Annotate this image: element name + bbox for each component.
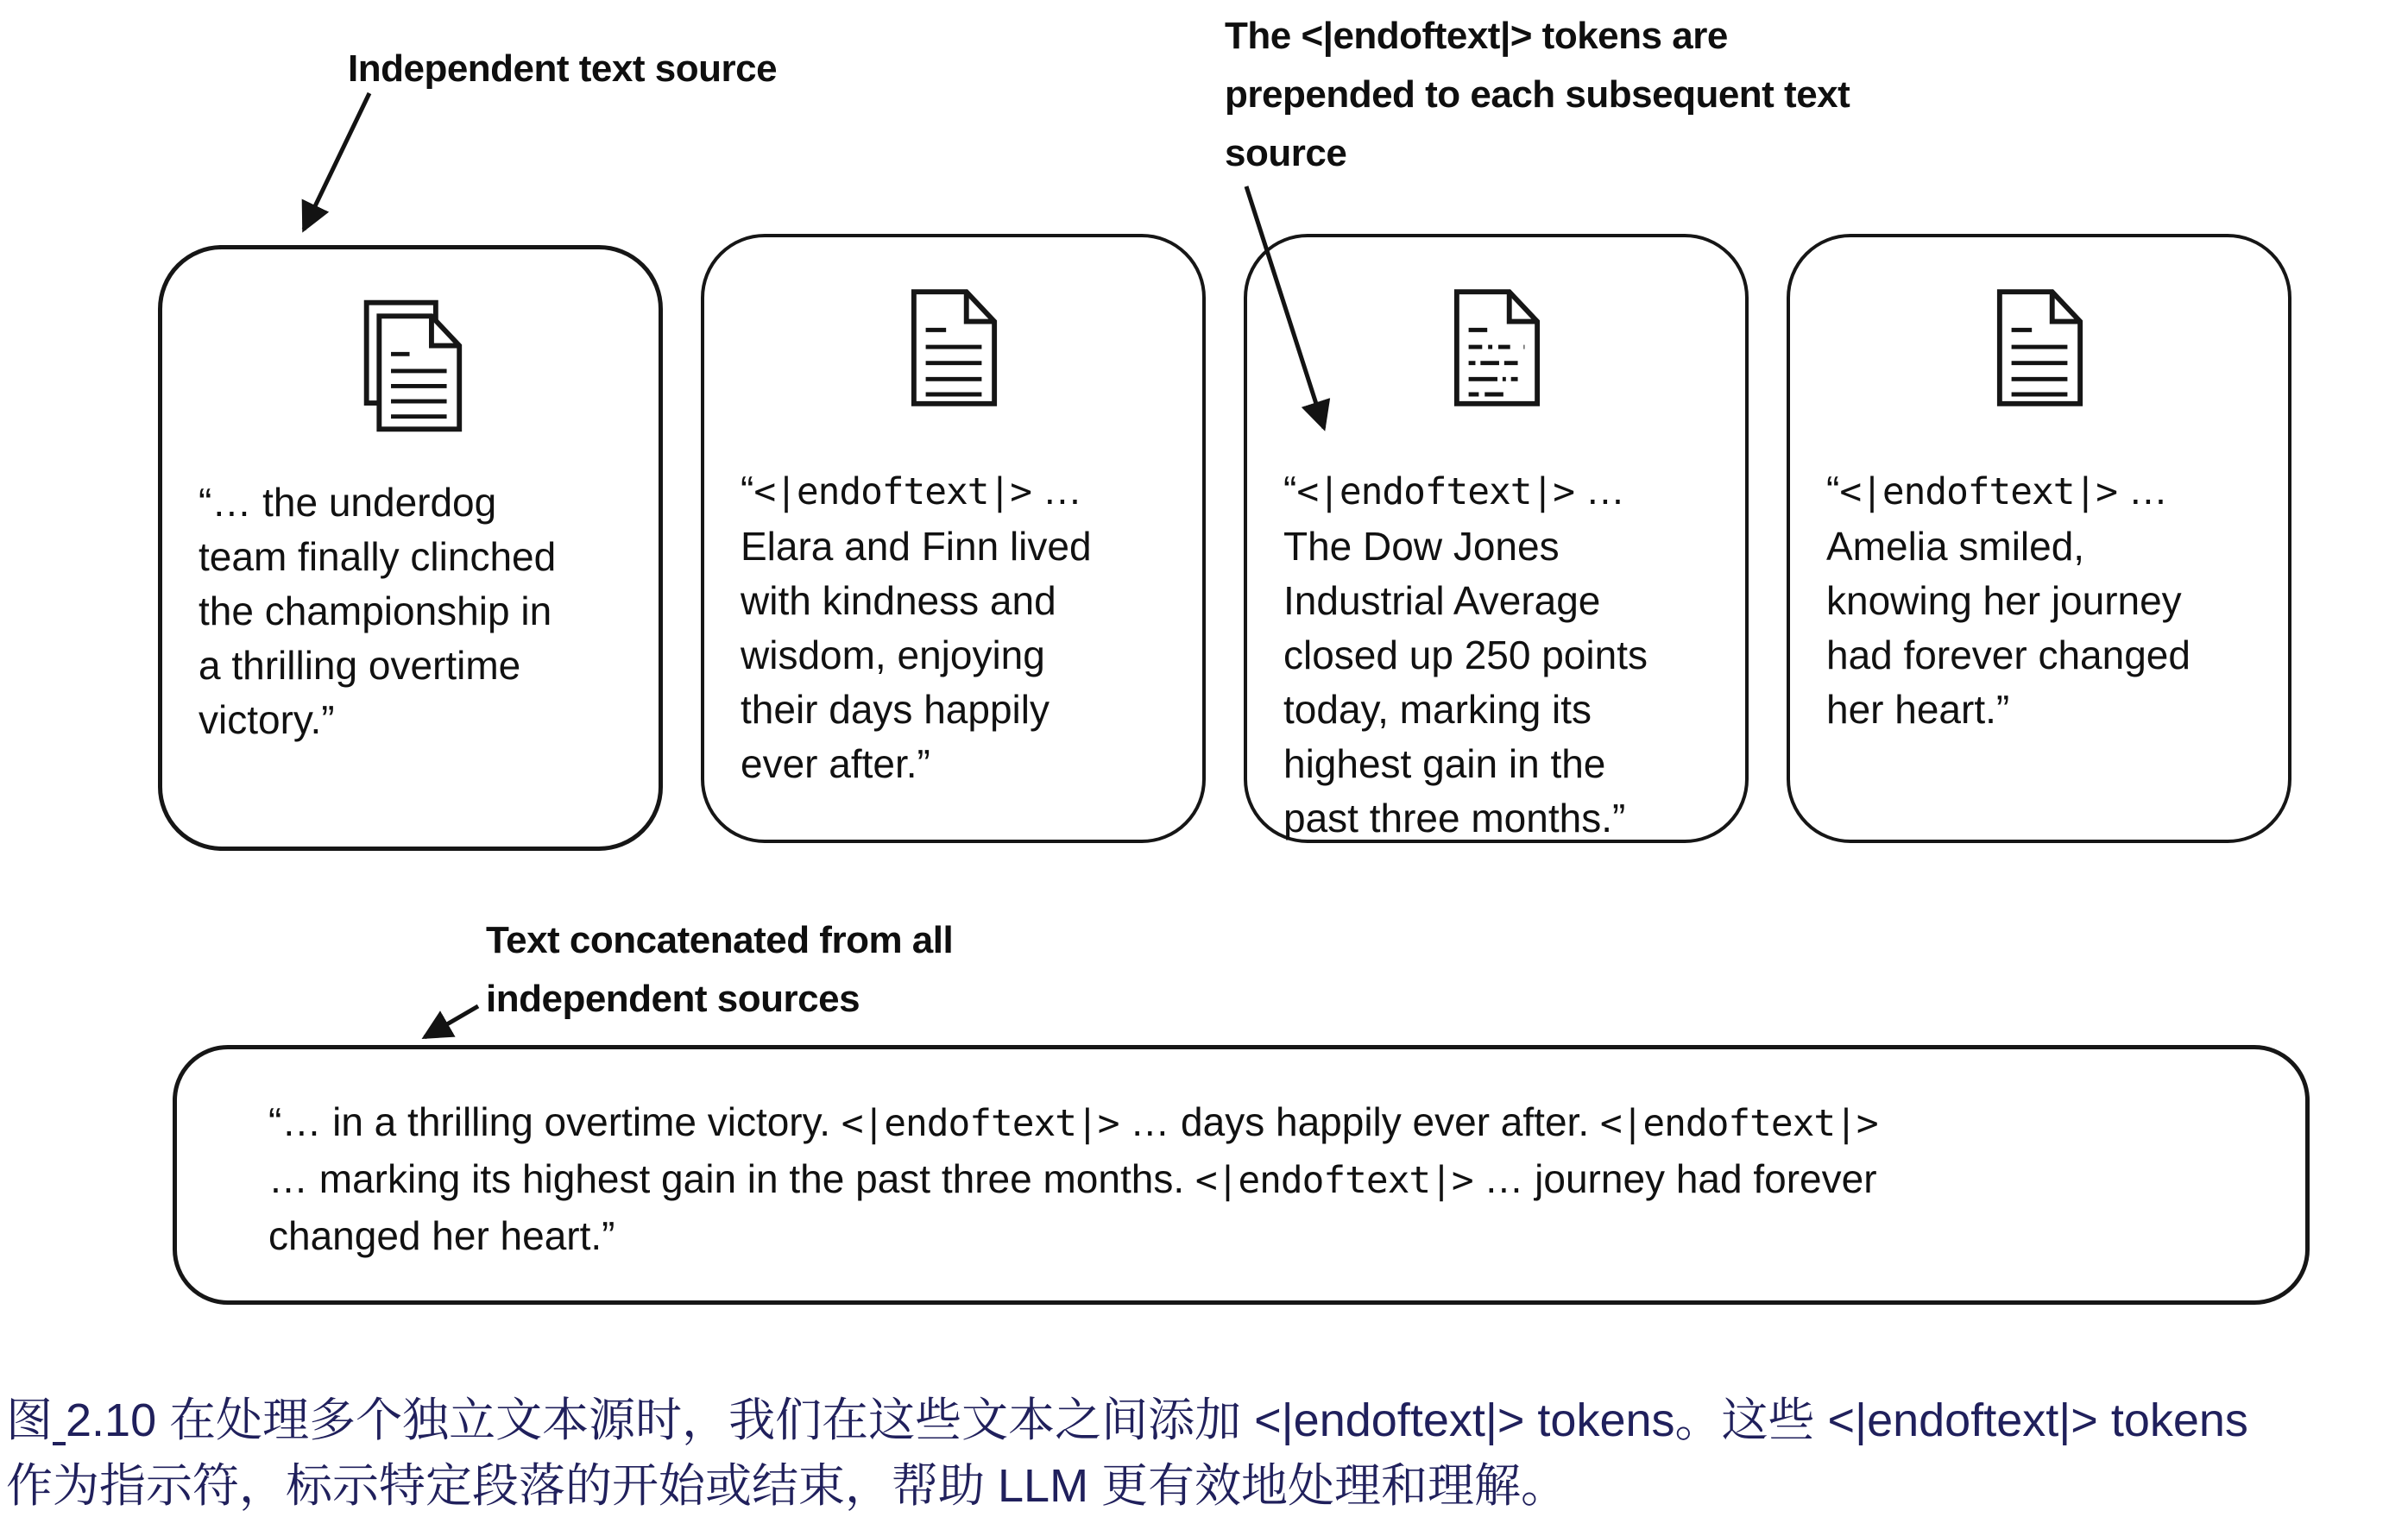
text-segment: 作为指示符，标示特定段落的开始或结束，帮助 LLM 更有效地处理和理解。 bbox=[6, 1460, 1568, 1512]
text-segment: their days happily bbox=[741, 687, 1050, 732]
text-segment: … journey had forever bbox=[1472, 1156, 1877, 1201]
text-segment: “ bbox=[741, 468, 754, 513]
endoftext-token: <|endoftext|> bbox=[1195, 1159, 1473, 1202]
text-segment: The Dow Jones bbox=[1283, 524, 1560, 569]
text-segment: a thrilling overtime bbox=[199, 643, 521, 688]
figure-caption bbox=[6, 1388, 2248, 1519]
arrow-endoftext-note-icon bbox=[1246, 186, 1324, 428]
text-segment: … bbox=[1031, 468, 1082, 513]
endoftext-token: <|endoftext|> bbox=[1599, 1102, 1878, 1145]
text-segment: “ bbox=[1826, 468, 1840, 513]
text-segment bbox=[53, 1394, 66, 1446]
arrow-concatenated-note-icon bbox=[425, 1006, 478, 1037]
text-segment: with kindness and bbox=[741, 578, 1056, 623]
text-segment: knowing her journey bbox=[1826, 578, 2182, 623]
text-segment: Amelia smiled, bbox=[1826, 524, 2085, 569]
text-segment: … marking its highest gain in the past three months. bbox=[268, 1156, 1195, 1201]
text-segment: the championship in bbox=[199, 589, 552, 633]
text-line: Text concatenated from all bbox=[486, 919, 954, 961]
text-line: The <|endoftext|> tokens are bbox=[1225, 15, 1728, 57]
text-segment: Elara and Finn lived bbox=[741, 524, 1092, 569]
text-segment: victory.” bbox=[199, 697, 335, 742]
text-segment: had forever changed bbox=[1826, 633, 2191, 677]
text-segment: … days happily ever after. bbox=[1119, 1099, 1600, 1144]
text-segment: her heart.” bbox=[1826, 687, 2010, 732]
text-segment: “ bbox=[1283, 468, 1297, 513]
arrow-independent-source-icon bbox=[304, 93, 369, 230]
text-line: source bbox=[1225, 132, 1347, 174]
text-segment: wisdom, enjoying bbox=[741, 633, 1045, 677]
text-segment: closed up 250 points bbox=[1283, 633, 1648, 677]
text-segment: “… the underdog bbox=[199, 480, 497, 525]
text-segment: … bbox=[2117, 468, 2168, 513]
text-segment: changed her heart.” bbox=[268, 1213, 615, 1258]
text-segment: … bbox=[1574, 468, 1625, 513]
endoftext-token: <|endoftext|> bbox=[1839, 470, 2118, 513]
text-segment: today, marking its bbox=[1283, 687, 1592, 732]
text-segment: Industrial Average bbox=[1283, 578, 1601, 623]
text-line bbox=[6, 1388, 2248, 1453]
text-segment: highest gain in the bbox=[1283, 741, 1606, 786]
text-segment: 2.10 在处理多个独立文本源时，我们在这些文本之间添加 <|endoftext|> tokens。这些 <|endoftext|> tokens bbox=[66, 1394, 2248, 1446]
text-segment: past three months.” bbox=[1283, 796, 1626, 840]
text-segment: ever after.” bbox=[741, 741, 930, 786]
endoftext-token: <|endoftext|> bbox=[1296, 470, 1575, 513]
text-line: prepended to each subsequent text bbox=[1225, 73, 1850, 116]
endoftext-token: <|endoftext|> bbox=[753, 470, 1032, 513]
annotation-independent-source: Independent text source bbox=[348, 47, 778, 90]
text-line bbox=[6, 1453, 2248, 1519]
text-segment: “… in a thrilling overtime victory. bbox=[268, 1099, 842, 1144]
endoftext-token: <|endoftext|> bbox=[841, 1102, 1119, 1145]
text-segment: 图 bbox=[6, 1394, 53, 1446]
text-segment: team finally clinched bbox=[199, 534, 557, 579]
text-line: independent sources bbox=[486, 978, 860, 1020]
